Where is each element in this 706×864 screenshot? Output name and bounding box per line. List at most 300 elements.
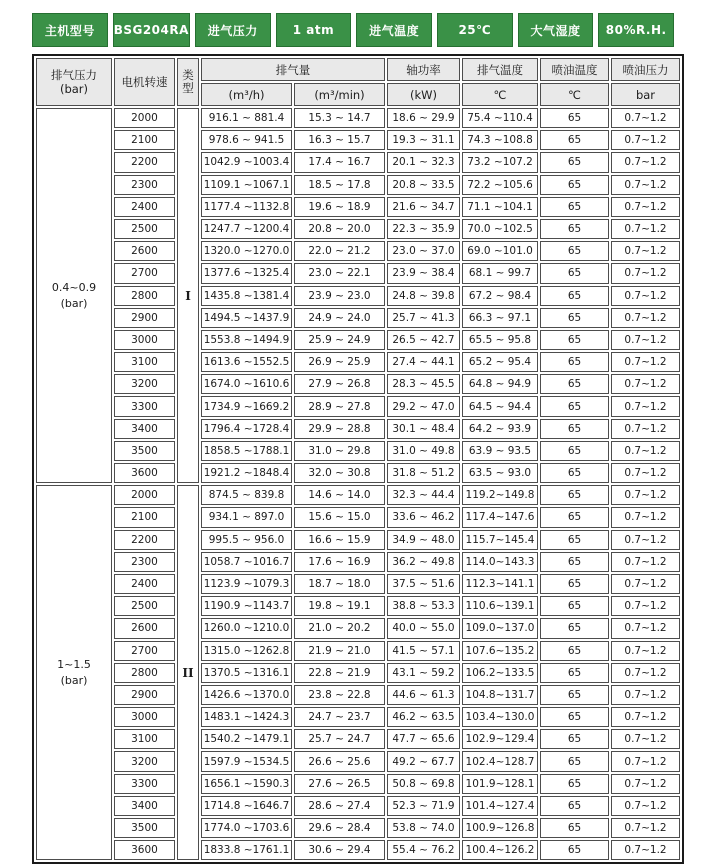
oil-temp-cell: 65 (540, 108, 609, 128)
speed-cell: 3100 (114, 729, 175, 749)
oil-pressure-cell: 0.7~1.2 (611, 441, 680, 461)
table-row (36, 507, 680, 527)
speed-cell: 2700 (114, 641, 175, 661)
exhaust-temp-cell: 71.1 ~104.1 (462, 197, 538, 217)
table-row (36, 774, 680, 794)
oil-pressure-cell: 0.7~1.2 (611, 840, 680, 860)
table-row (36, 751, 680, 771)
oil-pressure-cell: 0.7~1.2 (611, 729, 680, 749)
oil-pressure-cell: 0.7~1.2 (611, 751, 680, 771)
power-cell: 44.6 ~ 61.3 (387, 685, 460, 705)
col-unit-power: (kW) (387, 83, 460, 106)
exhaust-temp-cell: 70.0 ~102.5 (462, 219, 538, 239)
flow-m3min-cell: 28.6 ~ 27.4 (294, 796, 385, 816)
power-cell: 32.3 ~ 44.4 (387, 485, 460, 505)
flow-m3min-cell: 29.6 ~ 28.4 (294, 818, 385, 838)
performance-table (32, 54, 684, 864)
type-cell: I (177, 108, 199, 483)
spec-inlet-temp-value: 25℃ (437, 13, 513, 47)
section-high-pressure (36, 485, 680, 860)
oil-temp-cell: 65 (540, 641, 609, 661)
flow-m3h-cell: 1435.8 ~1381.4 (201, 286, 292, 306)
speed-cell: 2500 (114, 219, 175, 239)
speed-cell: 3500 (114, 441, 175, 461)
oil-temp-cell: 65 (540, 219, 609, 239)
table-row (36, 685, 680, 705)
flow-m3min-cell: 18.5 ~ 17.8 (294, 175, 385, 195)
flow-m3min-cell: 23.9 ~ 23.0 (294, 286, 385, 306)
col-header-type-char-2: 型 (182, 81, 194, 95)
speed-cell: 3300 (114, 774, 175, 794)
col-unit-oil-pressure: bar (611, 83, 680, 106)
oil-temp-cell: 65 (540, 618, 609, 638)
exhaust-temp-cell: 75.4 ~110.4 (462, 108, 538, 128)
flow-m3h-cell: 1377.6 ~1325.4 (201, 263, 292, 283)
oil-pressure-cell: 0.7~1.2 (611, 330, 680, 350)
col-unit-flow-min: (m³/min) (294, 83, 385, 106)
exhaust-temp-cell: 63.5 ~ 93.0 (462, 463, 538, 483)
table-row (36, 729, 680, 749)
flow-m3min-cell: 23.0 ~ 22.1 (294, 263, 385, 283)
power-cell: 19.3 ~ 31.1 (387, 130, 460, 150)
oil-temp-cell: 65 (540, 530, 609, 550)
power-cell: 55.4 ~ 76.2 (387, 840, 460, 860)
exhaust-temp-cell: 117.4~147.6 (462, 507, 538, 527)
power-cell: 37.5 ~ 51.6 (387, 574, 460, 594)
oil-pressure-cell: 0.7~1.2 (611, 707, 680, 727)
flow-m3h-cell: 1674.0 ~1610.6 (201, 374, 292, 394)
table-row (36, 374, 680, 394)
col-header-type (177, 58, 199, 106)
col-header-oil-pressure: 喷油压力 (611, 58, 680, 81)
oil-pressure-cell: 0.7~1.2 (611, 818, 680, 838)
oil-temp-cell: 65 (540, 241, 609, 261)
oil-pressure-cell: 0.7~1.2 (611, 241, 680, 261)
power-cell: 41.5 ~ 57.1 (387, 641, 460, 661)
power-cell: 28.3 ~ 45.5 (387, 374, 460, 394)
spec-inlet-temp-label: 进气温度 (356, 13, 432, 47)
pressure-range-unit: (bar) (60, 673, 88, 687)
oil-pressure-cell: 0.7~1.2 (611, 641, 680, 661)
speed-cell: 2600 (114, 241, 175, 261)
speed-cell: 2100 (114, 130, 175, 150)
flow-m3min-cell: 18.7 ~ 18.0 (294, 574, 385, 594)
spec-model-value: BSG204RA (113, 13, 190, 47)
flow-m3h-cell: 1796.4 ~1728.4 (201, 419, 292, 439)
exhaust-temp-cell: 109.0~137.0 (462, 618, 538, 638)
exhaust-temp-cell: 64.5 ~ 94.4 (462, 396, 538, 416)
power-cell: 40.0 ~ 55.0 (387, 618, 460, 638)
table-row (36, 219, 680, 239)
pressure-range-cell (36, 485, 112, 860)
type-cell: II (177, 485, 199, 860)
flow-m3min-cell: 28.9 ~ 27.8 (294, 396, 385, 416)
flow-m3min-cell: 25.9 ~ 24.9 (294, 330, 385, 350)
oil-pressure-cell: 0.7~1.2 (611, 152, 680, 172)
flow-m3min-cell: 27.6 ~ 26.5 (294, 774, 385, 794)
exhaust-temp-cell: 102.4~128.7 (462, 751, 538, 771)
flow-m3h-cell: 1774.0 ~1703.6 (201, 818, 292, 838)
flow-m3h-cell: 1613.6 ~1552.5 (201, 352, 292, 372)
power-cell: 49.2 ~ 67.7 (387, 751, 460, 771)
oil-pressure-cell: 0.7~1.2 (611, 618, 680, 638)
col-header-exhaust-pressure (36, 58, 112, 106)
spec-humidity-value: 80%R.H. (598, 13, 674, 47)
spec-model-label: 主机型号 (32, 13, 108, 47)
flow-m3min-cell: 24.9 ~ 24.0 (294, 308, 385, 328)
power-cell: 36.2 ~ 49.8 (387, 552, 460, 572)
flow-m3h-cell: 1494.5 ~1437.9 (201, 308, 292, 328)
flow-m3h-cell: 874.5 ~ 839.8 (201, 485, 292, 505)
flow-m3h-cell: 1123.9 ~1079.3 (201, 574, 292, 594)
oil-temp-cell: 65 (540, 552, 609, 572)
oil-pressure-cell: 0.7~1.2 (611, 796, 680, 816)
power-cell: 22.3 ~ 35.9 (387, 219, 460, 239)
table-row (36, 241, 680, 261)
power-cell: 23.0 ~ 37.0 (387, 241, 460, 261)
speed-cell: 3500 (114, 818, 175, 838)
exhaust-temp-cell: 110.6~139.1 (462, 596, 538, 616)
oil-pressure-cell: 0.7~1.2 (611, 175, 680, 195)
flow-m3h-cell: 1260.0 ~1210.0 (201, 618, 292, 638)
table-row (36, 641, 680, 661)
exhaust-temp-cell: 74.3 ~108.8 (462, 130, 538, 150)
flow-m3min-cell: 15.6 ~ 15.0 (294, 507, 385, 527)
oil-pressure-cell: 0.7~1.2 (611, 219, 680, 239)
power-cell: 34.9 ~ 48.0 (387, 530, 460, 550)
flow-m3h-cell: 1921.2 ~1848.4 (201, 463, 292, 483)
flow-m3h-cell: 1315.0 ~1262.8 (201, 641, 292, 661)
oil-temp-cell: 65 (540, 663, 609, 683)
table-row (36, 352, 680, 372)
oil-pressure-cell: 0.7~1.2 (611, 308, 680, 328)
power-cell: 52.3 ~ 71.9 (387, 796, 460, 816)
oil-pressure-cell: 0.7~1.2 (611, 574, 680, 594)
flow-m3h-cell: 1597.9 ~1534.5 (201, 751, 292, 771)
power-cell: 50.8 ~ 69.8 (387, 774, 460, 794)
exhaust-temp-cell: 101.4~127.4 (462, 796, 538, 816)
flow-m3h-cell: 1858.5 ~1788.1 (201, 441, 292, 461)
flow-m3min-cell: 15.3 ~ 14.7 (294, 108, 385, 128)
exhaust-temp-cell: 66.3 ~ 97.1 (462, 308, 538, 328)
exhaust-temp-cell: 107.6~135.2 (462, 641, 538, 661)
col-unit-flow-h: (m³/h) (201, 83, 292, 106)
exhaust-temp-cell: 65.2 ~ 95.4 (462, 352, 538, 372)
table-row (36, 552, 680, 572)
oil-temp-cell: 65 (540, 130, 609, 150)
exhaust-temp-cell: 114.0~143.3 (462, 552, 538, 572)
exhaust-temp-cell: 72.2 ~105.6 (462, 175, 538, 195)
power-cell: 31.8 ~ 51.2 (387, 463, 460, 483)
oil-temp-cell: 65 (540, 729, 609, 749)
exhaust-temp-cell: 100.9~126.8 (462, 818, 538, 838)
power-cell: 29.2 ~ 47.0 (387, 396, 460, 416)
flow-m3min-cell: 14.6 ~ 14.0 (294, 485, 385, 505)
oil-pressure-cell: 0.7~1.2 (611, 396, 680, 416)
table-row (36, 419, 680, 439)
exhaust-temp-cell: 68.1 ~ 99.7 (462, 263, 538, 283)
table-row (36, 263, 680, 283)
oil-pressure-cell: 0.7~1.2 (611, 685, 680, 705)
section-low-pressure (36, 108, 680, 483)
oil-pressure-cell: 0.7~1.2 (611, 530, 680, 550)
exhaust-temp-cell: 73.2 ~107.2 (462, 152, 538, 172)
power-cell: 46.2 ~ 63.5 (387, 707, 460, 727)
col-header-type-char-1: 类 (182, 68, 194, 83)
speed-cell: 2900 (114, 685, 175, 705)
col-unit-oil-temp: ℃ (540, 83, 609, 106)
col-header-motor-speed: 电机转速 (114, 58, 175, 106)
pressure-range-unit: (bar) (60, 296, 88, 310)
pressure-range-value: 0.4~0.9 (51, 281, 97, 295)
speed-cell: 2200 (114, 152, 175, 172)
flow-m3h-cell: 1370.5 ~1316.1 (201, 663, 292, 683)
oil-pressure-cell: 0.7~1.2 (611, 552, 680, 572)
flow-m3h-cell: 1483.1 ~1424.3 (201, 707, 292, 727)
oil-pressure-cell: 0.7~1.2 (611, 374, 680, 394)
oil-pressure-cell: 0.7~1.2 (611, 419, 680, 439)
oil-pressure-cell: 0.7~1.2 (611, 463, 680, 483)
oil-pressure-cell: 0.7~1.2 (611, 596, 680, 616)
oil-temp-cell: 65 (540, 330, 609, 350)
power-cell: 20.8 ~ 33.5 (387, 175, 460, 195)
speed-cell: 2700 (114, 263, 175, 283)
power-cell: 26.5 ~ 42.7 (387, 330, 460, 350)
table-row (36, 530, 680, 550)
flow-m3min-cell: 16.6 ~ 15.9 (294, 530, 385, 550)
table-row (36, 108, 680, 128)
speed-cell: 3300 (114, 396, 175, 416)
spec-inlet-pressure-label: 进气压力 (195, 13, 271, 47)
oil-pressure-cell: 0.7~1.2 (611, 507, 680, 527)
flow-m3min-cell: 26.9 ~ 25.9 (294, 352, 385, 372)
table-row (36, 396, 680, 416)
spec-header-row (32, 13, 674, 47)
oil-temp-cell: 65 (540, 818, 609, 838)
oil-pressure-cell: 0.7~1.2 (611, 663, 680, 683)
table-row (36, 197, 680, 217)
col-header-exhaust-pressure-label: 排气压力 (51, 67, 97, 82)
table-row (36, 707, 680, 727)
flow-m3h-cell: 1540.2 ~1479.1 (201, 729, 292, 749)
exhaust-temp-cell: 101.9~128.1 (462, 774, 538, 794)
speed-cell: 2600 (114, 618, 175, 638)
speed-cell: 3100 (114, 352, 175, 372)
table-row (36, 152, 680, 172)
speed-cell: 3400 (114, 419, 175, 439)
flow-m3h-cell: 1177.4 ~1132.8 (201, 197, 292, 217)
exhaust-temp-cell: 63.9 ~ 93.5 (462, 441, 538, 461)
oil-temp-cell: 65 (540, 507, 609, 527)
oil-temp-cell: 65 (540, 352, 609, 372)
pressure-range-cell (36, 108, 112, 483)
oil-temp-cell: 65 (540, 796, 609, 816)
flow-m3h-cell: 934.1 ~ 897.0 (201, 507, 292, 527)
oil-pressure-cell: 0.7~1.2 (611, 197, 680, 217)
oil-temp-cell: 65 (540, 840, 609, 860)
speed-cell: 3200 (114, 374, 175, 394)
flow-m3min-cell: 19.8 ~ 19.1 (294, 596, 385, 616)
table-row (36, 818, 680, 838)
table-row (36, 441, 680, 461)
table-row (36, 840, 680, 860)
exhaust-temp-cell: 64.2 ~ 93.9 (462, 419, 538, 439)
flow-m3min-cell: 32.0 ~ 30.8 (294, 463, 385, 483)
exhaust-temp-cell: 115.7~145.4 (462, 530, 538, 550)
oil-temp-cell: 65 (540, 197, 609, 217)
table-row (36, 796, 680, 816)
power-cell: 23.9 ~ 38.4 (387, 263, 460, 283)
col-header-shaft-power: 轴功率 (387, 58, 460, 81)
flow-m3min-cell: 16.3 ~ 15.7 (294, 130, 385, 150)
speed-cell: 2200 (114, 530, 175, 550)
spec-inlet-pressure-value: 1 atm (276, 13, 352, 47)
table-row (36, 485, 680, 505)
table-row (36, 618, 680, 638)
power-cell: 33.6 ~ 46.2 (387, 507, 460, 527)
power-cell: 43.1 ~ 59.2 (387, 663, 460, 683)
flow-m3h-cell: 1833.8 ~1761.1 (201, 840, 292, 860)
table-header (36, 58, 680, 106)
flow-m3min-cell: 19.6 ~ 18.9 (294, 197, 385, 217)
oil-temp-cell: 65 (540, 751, 609, 771)
oil-temp-cell: 65 (540, 574, 609, 594)
power-cell: 18.6 ~ 29.9 (387, 108, 460, 128)
flow-m3min-cell: 21.9 ~ 21.0 (294, 641, 385, 661)
oil-pressure-cell: 0.7~1.2 (611, 263, 680, 283)
oil-temp-cell: 65 (540, 463, 609, 483)
oil-pressure-cell: 0.7~1.2 (611, 286, 680, 306)
flow-m3min-cell: 17.6 ~ 16.9 (294, 552, 385, 572)
table-row (36, 330, 680, 350)
speed-cell: 3000 (114, 330, 175, 350)
col-unit-exhaust-temp: ℃ (462, 83, 538, 106)
exhaust-temp-cell: 65.5 ~ 95.8 (462, 330, 538, 350)
exhaust-temp-cell: 69.0 ~101.0 (462, 241, 538, 261)
spec-humidity-label: 大气湿度 (518, 13, 594, 47)
flow-m3h-cell: 1058.7 ~1016.7 (201, 552, 292, 572)
col-header-exhaust-pressure-unit: (bar) (59, 82, 89, 96)
exhaust-temp-cell: 112.3~141.1 (462, 574, 538, 594)
power-cell: 20.1 ~ 32.3 (387, 152, 460, 172)
table-row (36, 175, 680, 195)
oil-temp-cell: 65 (540, 308, 609, 328)
speed-cell: 2100 (114, 507, 175, 527)
speed-cell: 3600 (114, 463, 175, 483)
table-row (36, 663, 680, 683)
speed-cell: 2000 (114, 485, 175, 505)
exhaust-temp-cell: 102.9~129.4 (462, 729, 538, 749)
flow-m3min-cell: 20.8 ~ 20.0 (294, 219, 385, 239)
speed-cell: 2000 (114, 108, 175, 128)
oil-pressure-cell: 0.7~1.2 (611, 485, 680, 505)
speed-cell: 2300 (114, 552, 175, 572)
oil-temp-cell: 65 (540, 441, 609, 461)
flow-m3h-cell: 1042.9 ~1003.4 (201, 152, 292, 172)
oil-temp-cell: 65 (540, 596, 609, 616)
exhaust-temp-cell: 106.2~133.5 (462, 663, 538, 683)
power-cell: 30.1 ~ 48.4 (387, 419, 460, 439)
oil-temp-cell: 65 (540, 263, 609, 283)
oil-temp-cell: 65 (540, 707, 609, 727)
speed-cell: 3400 (114, 796, 175, 816)
table-row (36, 286, 680, 306)
table-row (36, 308, 680, 328)
speed-cell: 2300 (114, 175, 175, 195)
power-cell: 47.7 ~ 65.6 (387, 729, 460, 749)
flow-m3min-cell: 22.8 ~ 21.9 (294, 663, 385, 683)
table-row (36, 130, 680, 150)
oil-temp-cell: 65 (540, 396, 609, 416)
flow-m3h-cell: 1656.1 ~1590.3 (201, 774, 292, 794)
flow-m3h-cell: 1320.0 ~1270.0 (201, 241, 292, 261)
flow-m3min-cell: 30.6 ~ 29.4 (294, 840, 385, 860)
speed-cell: 2400 (114, 574, 175, 594)
flow-m3h-cell: 1426.6 ~1370.0 (201, 685, 292, 705)
exhaust-temp-cell: 67.2 ~ 98.4 (462, 286, 538, 306)
speed-cell: 2800 (114, 286, 175, 306)
table-row (36, 574, 680, 594)
power-cell: 31.0 ~ 49.8 (387, 441, 460, 461)
exhaust-temp-cell: 64.8 ~ 94.9 (462, 374, 538, 394)
speed-cell: 2500 (114, 596, 175, 616)
oil-temp-cell: 65 (540, 419, 609, 439)
speed-cell: 2400 (114, 197, 175, 217)
exhaust-temp-cell: 100.4~126.2 (462, 840, 538, 860)
flow-m3min-cell: 25.7 ~ 24.7 (294, 729, 385, 749)
power-cell: 21.6 ~ 34.7 (387, 197, 460, 217)
flow-m3min-cell: 23.8 ~ 22.8 (294, 685, 385, 705)
oil-pressure-cell: 0.7~1.2 (611, 352, 680, 372)
power-cell: 24.8 ~ 39.8 (387, 286, 460, 306)
oil-temp-cell: 65 (540, 152, 609, 172)
exhaust-temp-cell: 119.2~149.8 (462, 485, 538, 505)
flow-m3min-cell: 31.0 ~ 29.8 (294, 441, 385, 461)
table-row (36, 463, 680, 483)
power-cell: 53.8 ~ 74.0 (387, 818, 460, 838)
flow-m3min-cell: 21.0 ~ 20.2 (294, 618, 385, 638)
power-cell: 25.7 ~ 41.3 (387, 308, 460, 328)
speed-cell: 3600 (114, 840, 175, 860)
col-header-flow: 排气量 (201, 58, 385, 81)
flow-m3h-cell: 995.5 ~ 956.0 (201, 530, 292, 550)
flow-m3min-cell: 24.7 ~ 23.7 (294, 707, 385, 727)
oil-pressure-cell: 0.7~1.2 (611, 774, 680, 794)
flow-m3h-cell: 1109.1 ~1067.1 (201, 175, 292, 195)
flow-m3h-cell: 1714.8 ~1646.7 (201, 796, 292, 816)
oil-temp-cell: 65 (540, 286, 609, 306)
flow-m3min-cell: 27.9 ~ 26.8 (294, 374, 385, 394)
oil-temp-cell: 65 (540, 374, 609, 394)
flow-m3h-cell: 1190.9 ~1143.7 (201, 596, 292, 616)
flow-m3h-cell: 1734.9 ~1669.2 (201, 396, 292, 416)
flow-m3min-cell: 22.0 ~ 21.2 (294, 241, 385, 261)
flow-m3h-cell: 916.1 ~ 881.4 (201, 108, 292, 128)
table-row (36, 596, 680, 616)
col-header-exhaust-temp: 排气温度 (462, 58, 538, 81)
col-header-oil-temp: 喷油温度 (540, 58, 609, 81)
flow-m3h-cell: 1553.8 ~1494.9 (201, 330, 292, 350)
flow-m3min-cell: 29.9 ~ 28.8 (294, 419, 385, 439)
speed-cell: 2900 (114, 308, 175, 328)
speed-cell: 2800 (114, 663, 175, 683)
flow-m3h-cell: 1247.7 ~1200.4 (201, 219, 292, 239)
power-cell: 38.8 ~ 53.3 (387, 596, 460, 616)
exhaust-temp-cell: 103.4~130.0 (462, 707, 538, 727)
flow-m3h-cell: 978.6 ~ 941.5 (201, 130, 292, 150)
flow-m3min-cell: 26.6 ~ 25.6 (294, 751, 385, 771)
power-cell: 27.4 ~ 44.1 (387, 352, 460, 372)
